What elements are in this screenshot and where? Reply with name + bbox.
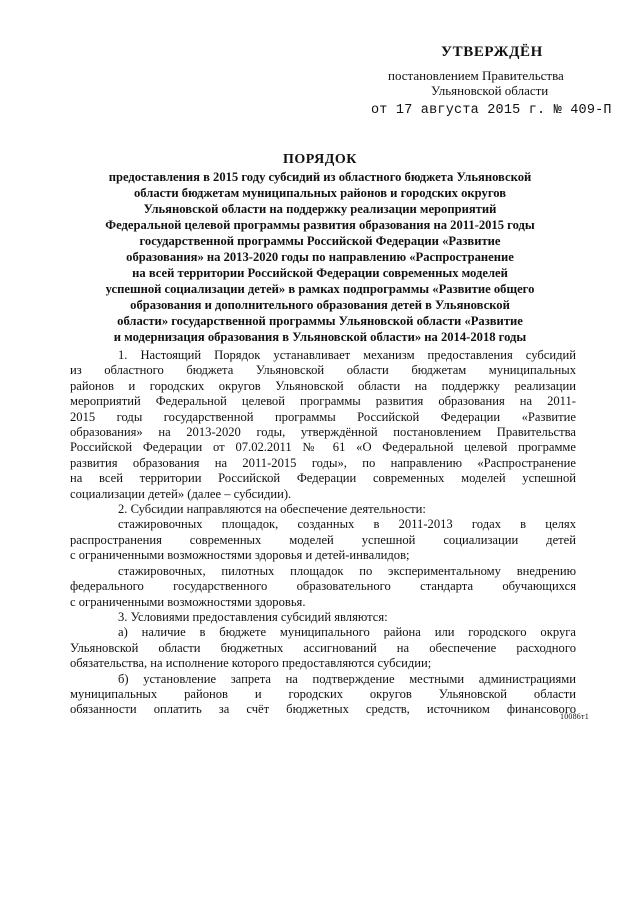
body-line: а) наличие в бюджете муниципального района или городского округа — [118, 625, 576, 640]
subtitle-line: на всей территории Российской Федерации современных моделей — [132, 266, 508, 280]
body-line: с ограниченными возможностями здоровья. — [70, 594, 306, 609]
body-line: распространения современных моделей успешной социализации детей — [70, 532, 576, 547]
approval-line-1: постановлением Правительства — [388, 68, 564, 83]
document-title: ПОРЯДОК — [283, 152, 357, 167]
body-line: из областного бюджета Ульяновской области бюджетам муниципальных — [70, 363, 576, 378]
subtitle-line: и модернизация образования в Ульяновской области» на 2014-2018 годы — [113, 330, 527, 344]
subtitle-line: области» государственной программы Ульяновской области «Развитие — [117, 314, 523, 328]
body-line: с ограниченными возможностями здоровья и детей-инвалидов; — [70, 548, 410, 563]
subtitle-line: области бюджетам муниципальных районов и городских округов — [133, 186, 507, 200]
document-subtitle — [70, 169, 570, 345]
body-line: Российской Федерации от 07.02.2011 № 61 «О Федеральной целевой программе — [70, 440, 576, 455]
body-line: 2015 годы государственной программы Российской Федерации «Развитие — [70, 409, 576, 424]
body-line: развития образования на 2011-2015 годы», по направлению «Распространение — [70, 455, 576, 470]
body-line: образования» на 2013-2020 годы, утверждённой постановлением Правительства — [70, 425, 576, 440]
subtitle-line: успешной социализации детей» в рамках подпрограммы «Развитие общего — [105, 282, 535, 296]
document-code: 10086т1 — [560, 712, 589, 721]
body-line: Ульяновской области бюджетных ассигнований на обеспечение расходного — [70, 640, 576, 655]
body-line: муниципальных районов и городских округов Ульяновской области — [70, 686, 576, 701]
body-line: стажировочных, пилотных площадок по экспериментальному внедрению — [118, 563, 576, 578]
subtitle-line: Федеральной целевой программы развития образования на 2011-2015 годы — [105, 218, 535, 232]
body-line: 3. Условиями предоставления субсидий являются: — [118, 609, 388, 624]
subtitle-line: государственной программы Российской Федерации «Развитие — [139, 234, 501, 248]
body-line: обязанности оплатить за счёт бюджетных средств, источником финансового — [70, 702, 576, 717]
body-line: стажировочных площадок, созданных в 2011-2013 годах в целях — [118, 517, 576, 532]
body-line: б) установление запрета на подтверждение местными администрациями — [118, 671, 576, 686]
approval-line-2: Ульяновской области — [431, 83, 549, 98]
approval-date-number: от 17 августа 2015 г. № 409-П — [371, 103, 612, 118]
subtitle-line: Ульяновской области на поддержку реализации мероприятий — [143, 202, 497, 216]
approval-title: УТВЕРЖДЁН — [441, 44, 543, 60]
body-line: 2. Субсидии направляются на обеспечение деятельности: — [118, 502, 426, 517]
document-body — [70, 348, 576, 718]
body-line: районов и городских округов Ульяновской области на поддержку реализации — [70, 378, 576, 393]
body-line: мероприятий Федеральной целевой программы развития образования на 2011- — [70, 394, 576, 409]
body-line: на всей территории Российской Федерации современных моделей успешной — [70, 471, 576, 486]
body-line: федерального государственного образовательного стандарта обучающихся — [70, 579, 576, 594]
body-line: обязательства, на исполнение которого предоставляются субсидии; — [70, 656, 432, 671]
subtitle-line: предоставления в 2015 году субсидий из областного бюджета Ульяновской — [108, 170, 532, 184]
subtitle-line: образования и дополнительного образования детей в Ульяновской — [130, 298, 510, 312]
body-line: 1. Настоящий Порядок устанавливает механизм предоставления субсидий — [118, 348, 576, 362]
subtitle-line: образования» на 2013-2020 годы по направлению «Распространение — [126, 250, 514, 264]
body-line: социализации детей» (далее – субсидии). — [70, 486, 292, 501]
